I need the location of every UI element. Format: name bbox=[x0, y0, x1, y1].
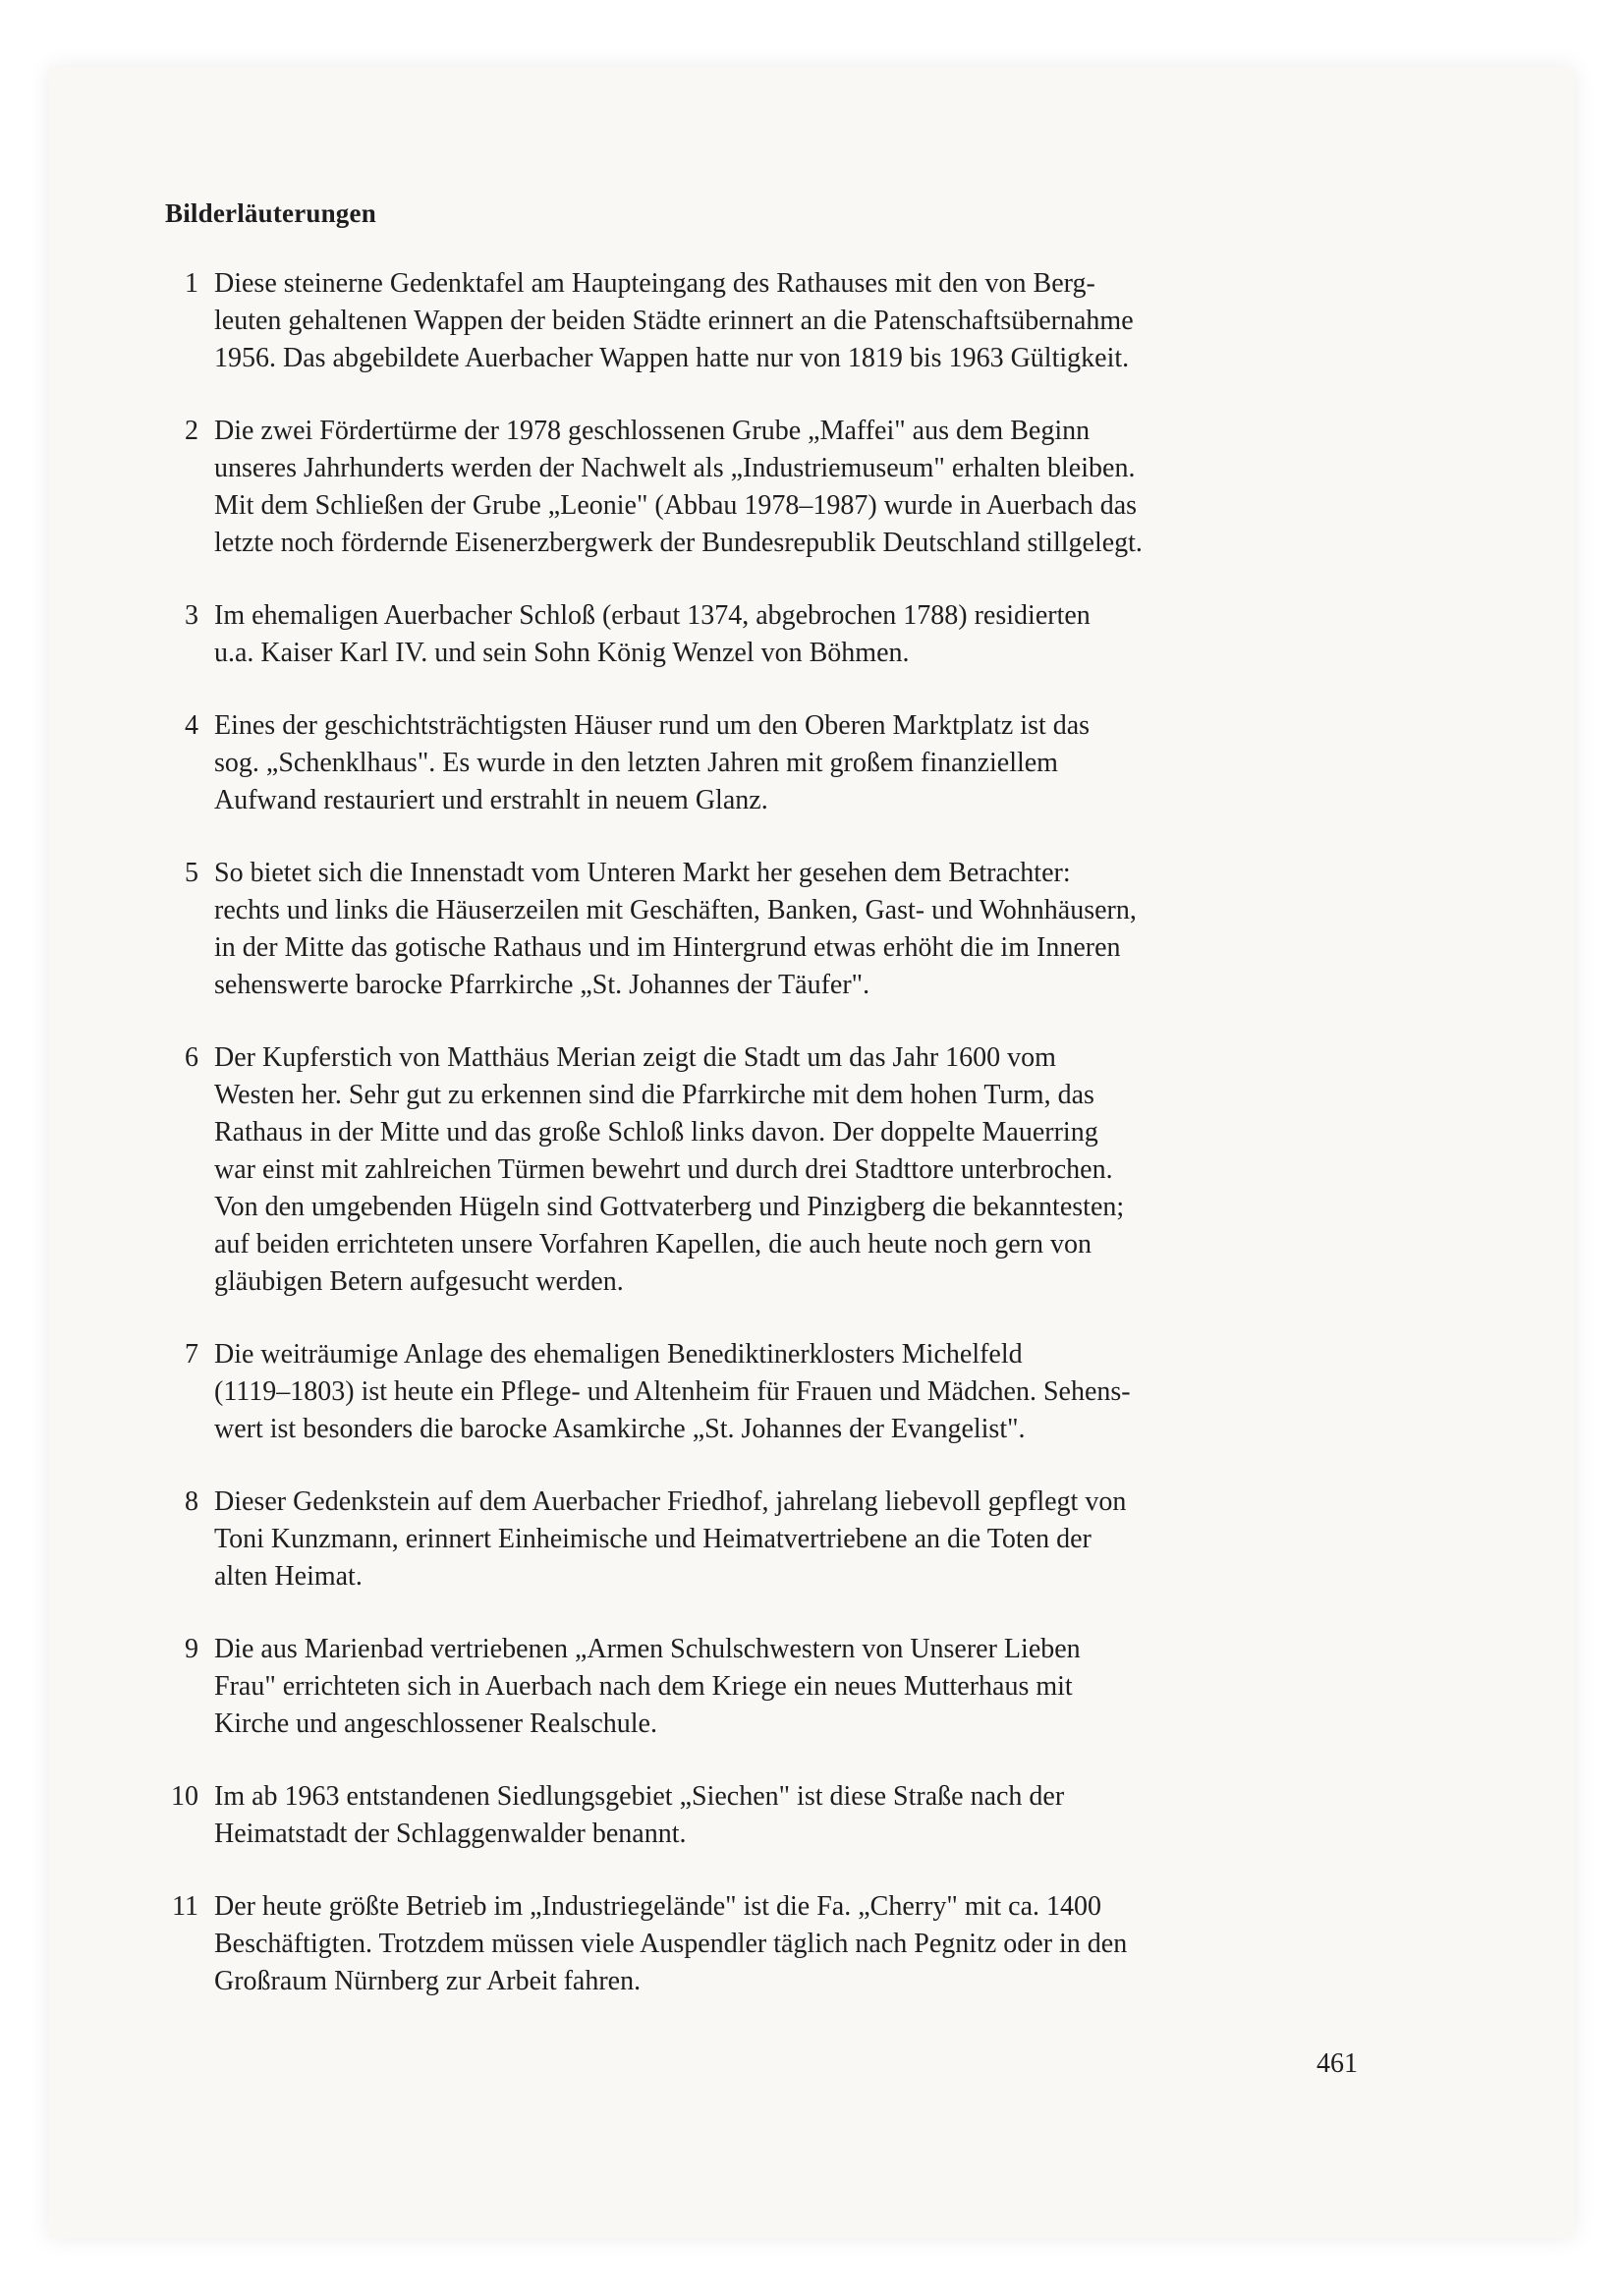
caption-text bbox=[214, 597, 1373, 672]
caption-text bbox=[214, 1888, 1373, 2000]
caption-line: alten Heimat. bbox=[214, 1561, 363, 1592]
caption-text bbox=[214, 707, 1373, 819]
page-number: 461 bbox=[1316, 2048, 1358, 2079]
caption-item bbox=[165, 1888, 1373, 2000]
caption-text bbox=[214, 1631, 1373, 1743]
caption-number: 2 bbox=[185, 416, 198, 446]
caption-line: unseres Jahrhunderts werden der Nachwelt als „Industriemuseum" erhalten bleiben. bbox=[214, 453, 1136, 483]
caption-number: 5 bbox=[185, 858, 198, 888]
caption-line: Die zwei Fördertürme der 1978 geschlossenen Grube „Maffei" aus dem Beginn bbox=[214, 416, 1091, 446]
caption-line: 1956. Das abgebildete Auerbacher Wappen hatte nur von 1819 bis 1963 Gültigkeit. bbox=[214, 343, 1130, 373]
caption-item bbox=[165, 597, 1373, 672]
caption-line: Dieser Gedenkstein auf dem Auerbacher Friedhof, jahrelang liebevoll gepflegt von bbox=[214, 1486, 1127, 1517]
caption-line: Der heute größte Betrieb im „Industriegelände" ist die Fa. „Cherry" mit ca. 1400 bbox=[214, 1891, 1102, 1922]
caption-number: 10 bbox=[171, 1781, 198, 1812]
caption-line: Diese steinerne Gedenktafel am Haupteingang des Rathauses mit den von Berg- bbox=[214, 268, 1095, 299]
caption-text bbox=[214, 413, 1373, 562]
caption-line: u.a. Kaiser Karl IV. und sein Sohn König Wenzel von Böhmen. bbox=[214, 638, 910, 668]
caption-list bbox=[165, 265, 1373, 2036]
caption-number: 8 bbox=[185, 1486, 198, 1517]
caption-item bbox=[165, 1631, 1373, 1743]
caption-line: Heimatstadt der Schlaggenwalder benannt. bbox=[214, 1819, 687, 1849]
caption-line: war einst mit zahlreichen Türmen bewehrt und durch drei Stadttore unterbrochen. bbox=[214, 1154, 1113, 1185]
caption-number: 3 bbox=[185, 600, 198, 631]
caption-line: Beschäftigten. Trotzdem müssen viele Auspendler täglich nach Pegnitz oder in den bbox=[214, 1929, 1128, 1959]
caption-item bbox=[165, 1484, 1373, 1596]
caption-text bbox=[214, 1039, 1373, 1301]
caption-line: Toni Kunzmann, erinnert Einheimische und Heimatvertriebene an die Toten der bbox=[214, 1524, 1092, 1554]
caption-line: gläubigen Betern aufgesucht werden. bbox=[214, 1266, 624, 1297]
caption-item bbox=[165, 707, 1373, 819]
caption-line: Aufwand restauriert und erstrahlt in neuem Glanz. bbox=[214, 785, 768, 815]
caption-line: So bietet sich die Innenstadt vom Unteren Markt her gesehen dem Betrachter: bbox=[214, 858, 1071, 888]
caption-number: 7 bbox=[185, 1339, 198, 1370]
caption-line: letzte noch fördernde Eisenerzbergwerk der Bundesrepublik Deutschland stillgelegt. bbox=[214, 528, 1143, 558]
caption-line: Rathaus in der Mitte und das große Schloß links davon. Der doppelte Mauerring bbox=[214, 1117, 1098, 1148]
caption-number: 11 bbox=[172, 1891, 198, 1922]
caption-item bbox=[165, 855, 1373, 1004]
caption-line: Im ehemaligen Auerbacher Schloß (erbaut 1374, abgebrochen 1788) residierten bbox=[214, 600, 1091, 631]
caption-line: Kirche und angeschlossener Realschule. bbox=[214, 1708, 657, 1739]
caption-line: sog. „Schenklhaus". Es wurde in den letzten Jahren mit großem finanziellem bbox=[214, 748, 1058, 778]
caption-text bbox=[214, 1778, 1373, 1853]
caption-line: wert ist besonders die barocke Asamkirche „St. Johannes der Evangelist". bbox=[214, 1414, 1026, 1444]
caption-text bbox=[214, 265, 1373, 377]
caption-line: rechts und links die Häuserzeilen mit Geschäften, Banken, Gast- und Wohnhäusern, bbox=[214, 895, 1137, 925]
caption-line: in der Mitte das gotische Rathaus und im Hintergrund etwas erhöht die im Inneren bbox=[214, 932, 1121, 963]
caption-line: leuten gehaltenen Wappen der beiden Städte erinnert an die Patenschaftsübernahme bbox=[214, 306, 1134, 336]
caption-item bbox=[165, 265, 1373, 377]
caption-number: 9 bbox=[185, 1634, 198, 1664]
caption-line: Westen her. Sehr gut zu erkennen sind die Pfarrkirche mit dem hohen Turm, das bbox=[214, 1080, 1094, 1110]
caption-item bbox=[165, 413, 1373, 562]
caption-text bbox=[214, 855, 1373, 1004]
caption-line: Mit dem Schließen der Grube „Leonie" (Abbau 1978–1987) wurde in Auerbach das bbox=[214, 490, 1138, 521]
caption-line: sehenswerte barocke Pfarrkirche „St. Johannes der Täufer". bbox=[214, 970, 870, 1000]
caption-line: Von den umgebenden Hügeln sind Gottvaterberg und Pinzigberg die bekanntesten; bbox=[214, 1192, 1125, 1222]
caption-text bbox=[214, 1336, 1373, 1448]
caption-text bbox=[214, 1484, 1373, 1596]
caption-number: 6 bbox=[185, 1042, 198, 1073]
caption-line: Die weiträumige Anlage des ehemaligen Benediktinerklosters Michelfeld bbox=[214, 1339, 1023, 1370]
caption-line: auf beiden errichteten unsere Vorfahren Kapellen, die auch heute noch gern von bbox=[214, 1229, 1092, 1260]
caption-line: Frau" errichteten sich in Auerbach nach dem Kriege ein neues Mutterhaus mit bbox=[214, 1671, 1073, 1702]
caption-item bbox=[165, 1039, 1373, 1301]
caption-number: 4 bbox=[185, 710, 198, 741]
caption-line: Die aus Marienbad vertriebenen „Armen Schulschwestern von Unserer Lieben bbox=[214, 1634, 1081, 1664]
caption-line: Großraum Nürnberg zur Arbeit fahren. bbox=[214, 1966, 642, 1996]
caption-item bbox=[165, 1336, 1373, 1448]
caption-line: Im ab 1963 entstandenen Siedlungsgebiet „Siechen" ist diese Straße nach der bbox=[214, 1781, 1065, 1812]
caption-item bbox=[165, 1778, 1373, 1853]
page-heading: Bilderläuterungen bbox=[165, 198, 376, 228]
caption-line: Der Kupferstich von Matthäus Merian zeigt die Stadt um das Jahr 1600 vom bbox=[214, 1042, 1056, 1073]
caption-line: (1119–1803) ist heute ein Pflege- und Altenheim für Frauen und Mädchen. Sehens- bbox=[214, 1376, 1131, 1407]
caption-line: Eines der geschichtsträchtigsten Häuser rund um den Oberen Marktplatz ist das bbox=[214, 710, 1091, 741]
caption-number: 1 bbox=[185, 268, 198, 299]
